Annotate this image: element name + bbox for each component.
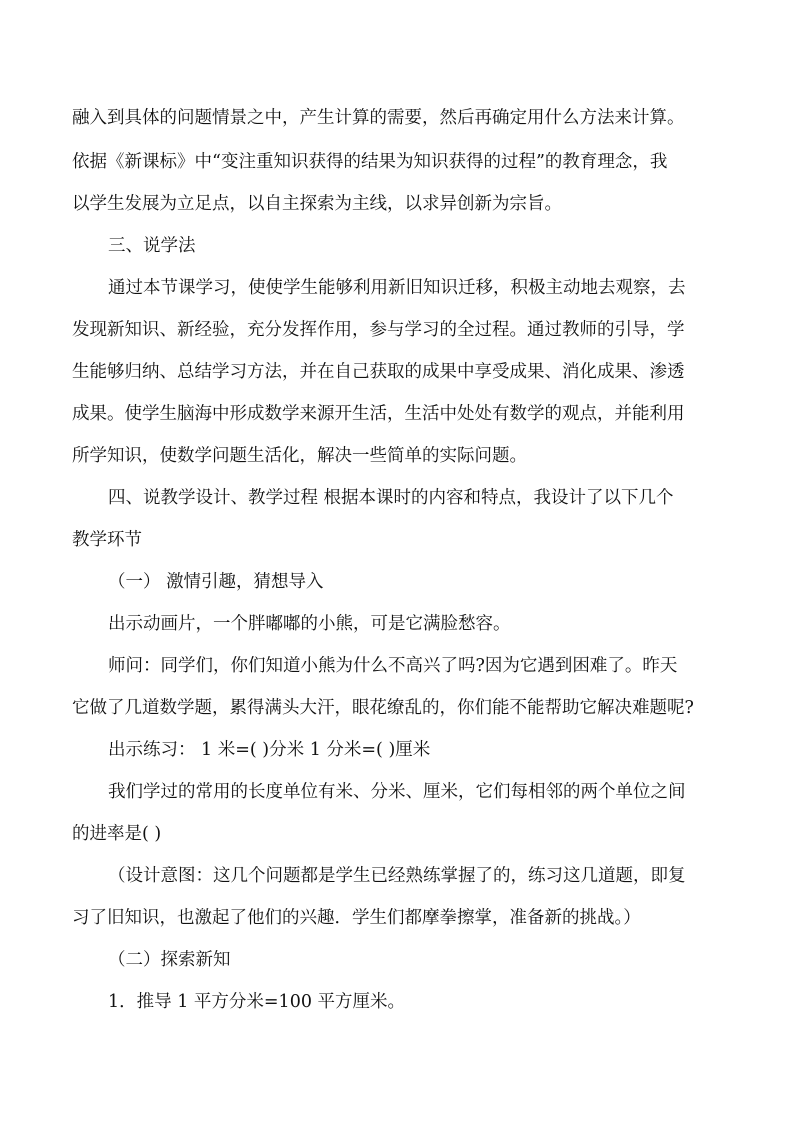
paragraph-line-8: 成果。使学生脑海中形成数学来源开生活，生活中处处有数学的观点，并能利用 (72, 404, 685, 424)
paragraph-line-5: 通过本节课学习，使使学生能够利用新旧知识迁移，积极主动地去观察，去 (108, 278, 686, 298)
paragraph-line-7: 生能够归纳、总结学习方法，并在自己获取的成果中享受成果、消化成果、渗透 (72, 362, 685, 382)
paragraph-line-6: 发现新知识、新经验，充分发挥作用，参与学习的全过程。通过教师的引导，学 (72, 320, 685, 340)
section-heading-teaching-design: 四、说教学设计、教学过程 根据本课时的内容和特点，我设计了以下几个 (108, 488, 674, 508)
paragraph-line-1: 融入到具体的问题情景之中，产生计算的需要，然后再确定用什么方法来计算。 (72, 108, 685, 128)
exercise-line: 出示练习： 1 米=( )分米 1 分米=( )厘米 (108, 740, 431, 760)
paragraph-line-2: 依据《新课标》中“变注重知识获得的结果为知识获得的过程”的教育理念，我 (72, 152, 668, 172)
paragraph-line-14: 师问：同学们，你们知道小熊为什么不高兴了吗?因为它遇到困难了。昨天 (108, 656, 678, 676)
subheading-introduction: （一） 激情引趣，猜想导入 (108, 572, 324, 592)
numbered-item-1: 1．推导 1 平方分米=100 平方厘米。 (108, 992, 406, 1012)
subheading-explore-new-knowledge: （二）探索新知 (108, 950, 231, 970)
paragraph-line-3: 以学生发展为立足点，以自主探索为主线，以求异创新为宗旨。 (72, 194, 562, 214)
paragraph-line-11: 教学环节 (72, 530, 142, 550)
paragraph-line-18: 的进率是( ) (72, 824, 162, 844)
section-heading-study-method: 三、说学法 (108, 236, 196, 256)
paragraph-line-13: 出示动画片，一个胖嘟嘟的小熊，可是它满脸愁容。 (108, 614, 511, 634)
paragraph-line-17: 我们学过的常用的长度单位有米、分米、厘米，它们每相邻的两个单位之间 (108, 782, 686, 802)
paragraph-line-15: 它做了几道数学题，累得满头大汗，眼花缭乱的，你们能不能帮助它解决难题呢? (72, 698, 694, 718)
design-intent-line-1: （设计意图：这几个问题都是学生已经熟练掌握了的，练习这几道题，即复 (108, 866, 686, 886)
design-intent-line-2: 习了旧知识，也激起了他们的兴趣．学生们都摩拳擦掌，准备新的挑战。） (72, 908, 641, 928)
paragraph-line-9: 所学知识，使数学问题生活化，解决一些简单的实际问题。 (72, 446, 527, 466)
